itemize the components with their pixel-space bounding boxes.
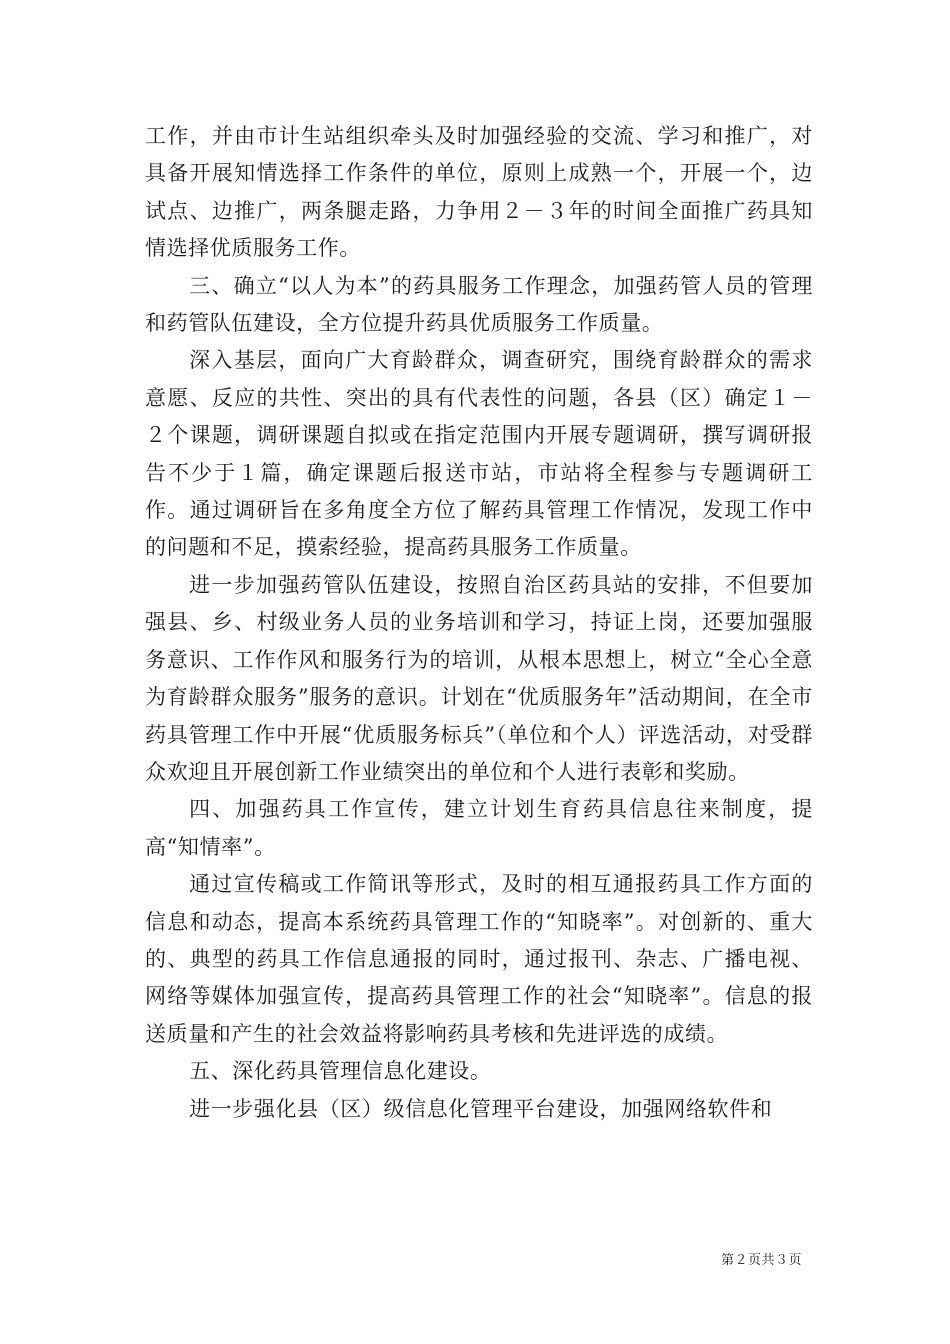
paragraph-team-building: 进一步加强药管队伍建设，按照自治区药具站的安排，不但要加强县、乡、村级业务人员的业务培训和学习，持证上岗，还要加强服务意识、工作作风和服务行为的培训，从根本思想上，树立“全心全意为育龄群众服务”服务的意识。计划在“优质服务年”活动期间，在全市药具管理工作中开展“优质服务标兵”（单位和个人）评选活动，对受群众欢迎且开展创新工作业绩突出的单位和个人进行表彰和奖励。 <box>145 572 813 784</box>
paragraph-informatization: 进一步强化县（区）级信息化管理平台建设，加强网络软件和 <box>189 1096 773 1121</box>
paragraph-continued: 工作，并由市计生站组织牵头及时加强经验的交流、学习和推广，对具备开展知情选择工作条件的单位，原则上成熟一个，开展一个，边试点、边推广，两条腿走路，力争用２－３年的时间全面推广药具知情选择优质服务工作。 <box>145 124 813 261</box>
section-heading-five: 五、深化药具管理信息化建设。 <box>189 1059 492 1084</box>
section-heading-three: 三、确立“以人为本”的药具服务工作理念，加强药管人员的管理和药管队伍建设，全方位提升药具优质服务工作质量。 <box>145 273 813 336</box>
paragraph-research: 深入基层，面向广大育龄群众，调查研究，围绕育龄群众的需求意愿、反应的共性、突出的具有代表性的问题，各县（区）确定１－２个课题，调研课题自拟或在指定范围内开展专题调研，撰写调研报告不少于１篇，确定课题后报送市站，市站将全程参与专题调研工作。通过调研旨在多角度全方位了解药具管理工作情况，发现工作中的问题和不足，摸索经验，提高药具服务工作质量。 <box>145 348 813 560</box>
document-body <box>145 118 813 1128</box>
section-heading-four: 四、加强药具工作宣传，建立计划生育药具信息往来制度，提高“知情率”。 <box>145 797 813 859</box>
page-number: 第２页共３页 <box>720 1253 802 1268</box>
paragraph-publicity: 通过宣传稿或工作简讯等形式，及时的相互通报药具工作方面的信息和动态，提高本系统药具管理工作的“知晓率”。对创新的、重大的、典型的药具工作信息通报的同时，通过报刊、杂志、广播电视、网络等媒体加强宣传，提高药具管理工作的社会“知晓率”。信息的报送质量和产生的社会效益将影响药具考核和先进评选的成绩。 <box>145 872 813 1046</box>
